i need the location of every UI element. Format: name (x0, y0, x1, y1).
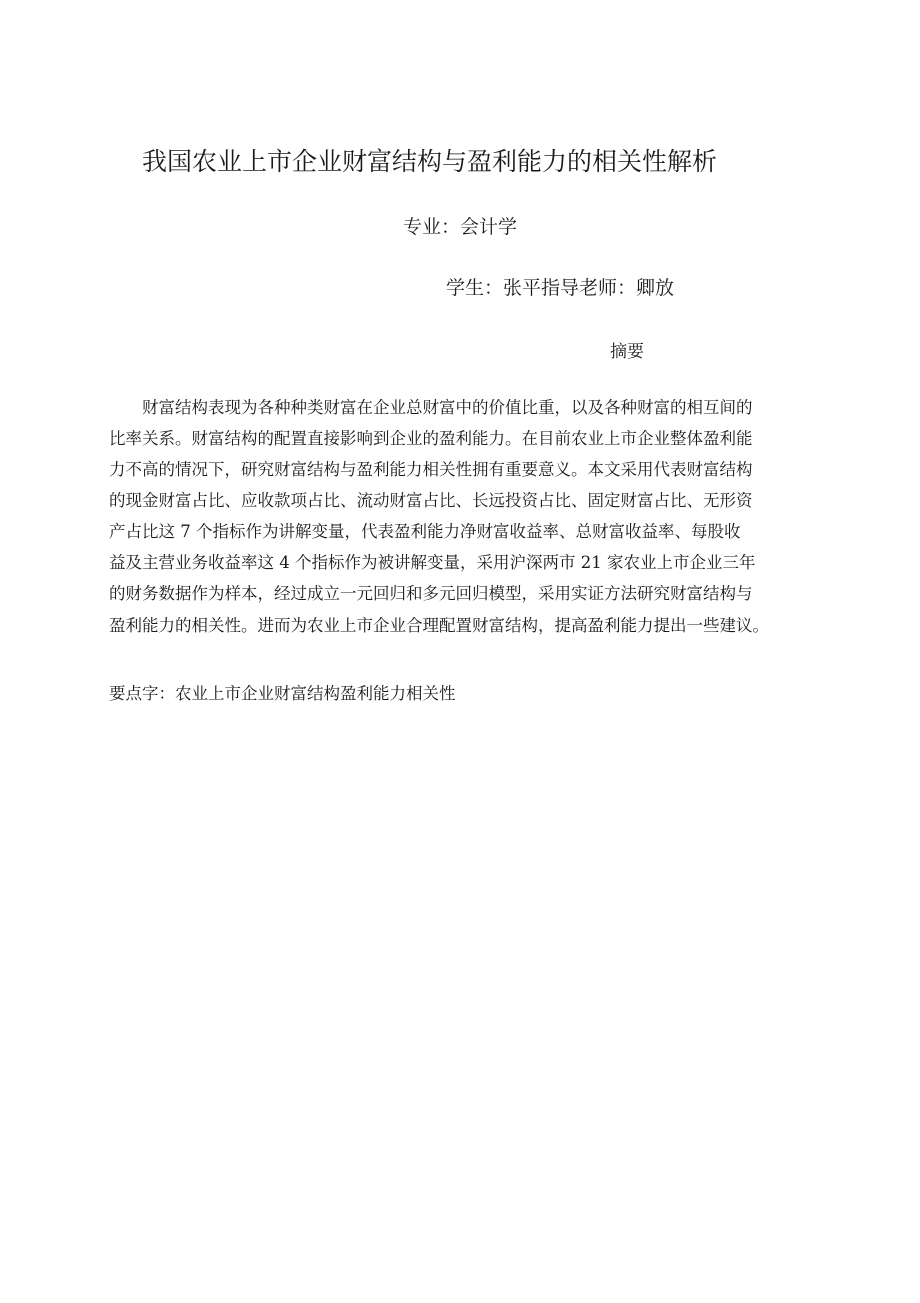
abstract-line: 产占比这 7 个指标作为讲解变量，代表盈利能力净财富收益率、总财富收益率、每股收 (109, 522, 741, 541)
abstract-line: 财富结构表现为各种种类财富在企业总财富中的价值比重，以及各种财富的相互间的 (109, 398, 753, 417)
student-advisor-line: 学生：张平指导老师：卿放 (446, 277, 675, 299)
keywords-line: 要点字：农业上市企业财富结构盈利能力相关性 (109, 684, 456, 703)
abstract-line: 力不高的情况下，研究财富结构与盈利能力相关性拥有重要意义。本文采用代表财富结构 (109, 460, 753, 479)
abstract-line: 益及主营业务收益率这 4 个指标作为被讲解变量，采用沪深两市 21 家农业上市企业三年 (109, 553, 756, 572)
abstract-line: 的现金财富占比、应收款项占比、流动财富占比、长远投资占比、固定财富占比、无形资 (109, 491, 753, 510)
major-line: 专业：会计学 (403, 216, 518, 238)
abstract-line: 盈利能力的相关性。进而为农业上市企业合理配置财富结构，提高盈利能力提出一些建议。 (109, 616, 769, 635)
abstract-line: 比率关系。财富结构的配置直接影响到企业的盈利能力。在目前农业上市企业整体盈利能 (109, 429, 753, 448)
abstract-line: 的财务数据作为样本，经过成立一元回归和多元回归模型，采用实证方法研究财富结构与 (109, 584, 753, 603)
document-title: 我国农业上市企业财富结构与盈利能力的相关性解析 (142, 147, 718, 176)
abstract-heading: 摘要 (610, 342, 644, 362)
